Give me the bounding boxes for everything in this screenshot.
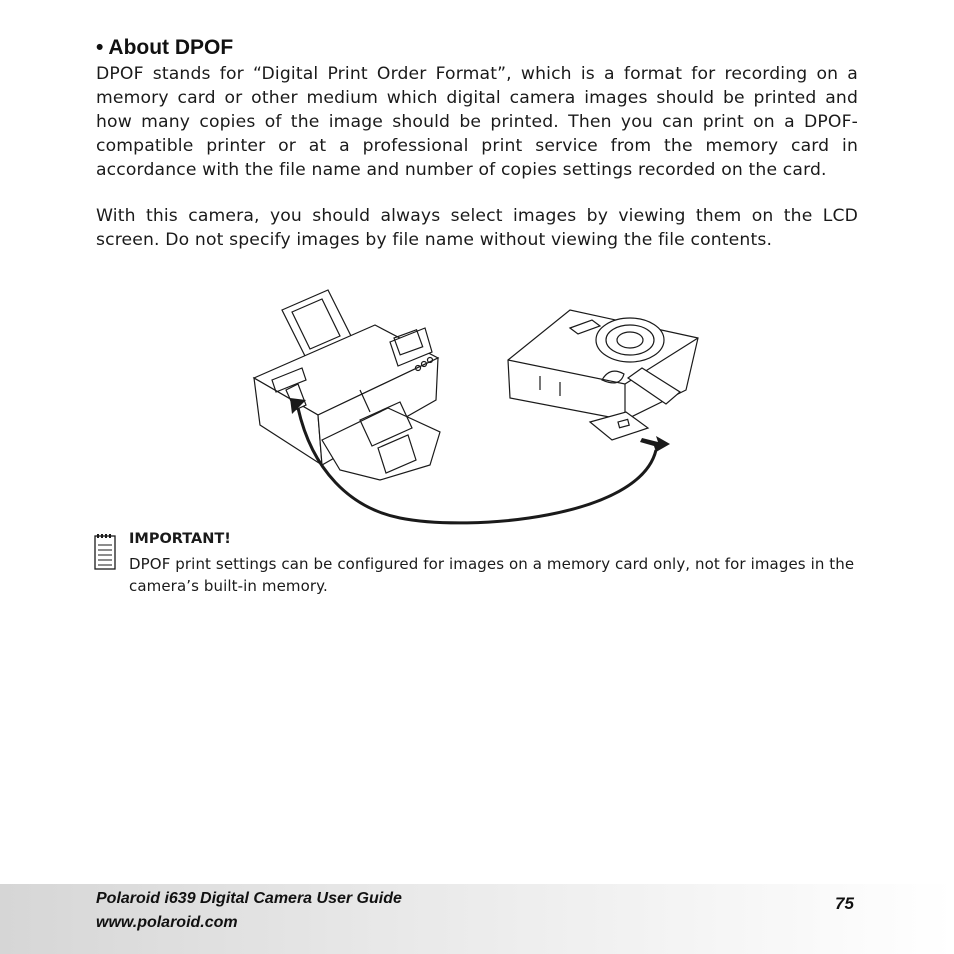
arrow-icon [640, 436, 670, 452]
page-number: 75 [835, 894, 854, 913]
memory-card-icon [590, 412, 648, 440]
printer-icon [254, 290, 440, 480]
footer-url: www.polaroid.com [96, 914, 238, 931]
body-paragraph-1: DPOF stands for “Digital Print Order Format”, which is a format for recording on a memory card or other medium which digital camera images should be printed and how many copies of the image should be printed. Then you can print on a DPOF-compatible printer or at a professional print service from the memory card in accordance with the file name and number of copies settings recorded on the card. [96, 64, 858, 180]
section-heading: • About DPOF [96, 36, 234, 59]
body-paragraph-2: With this camera, you should always select images by viewing them on the LCD screen. Do not specify images by file name without viewing the file contents. [96, 206, 858, 250]
camera-icon [508, 310, 698, 420]
important-label: IMPORTANT! [129, 531, 231, 547]
important-text: DPOF print settings can be configured for images on a memory card only, not for images in the camera’s built-in memory. [129, 555, 855, 595]
notepad-icon [94, 533, 118, 571]
page-footer [0, 884, 954, 954]
footer-title: Polaroid i639 Digital Camera User Guide [96, 890, 402, 907]
dpof-illustration [240, 280, 720, 530]
